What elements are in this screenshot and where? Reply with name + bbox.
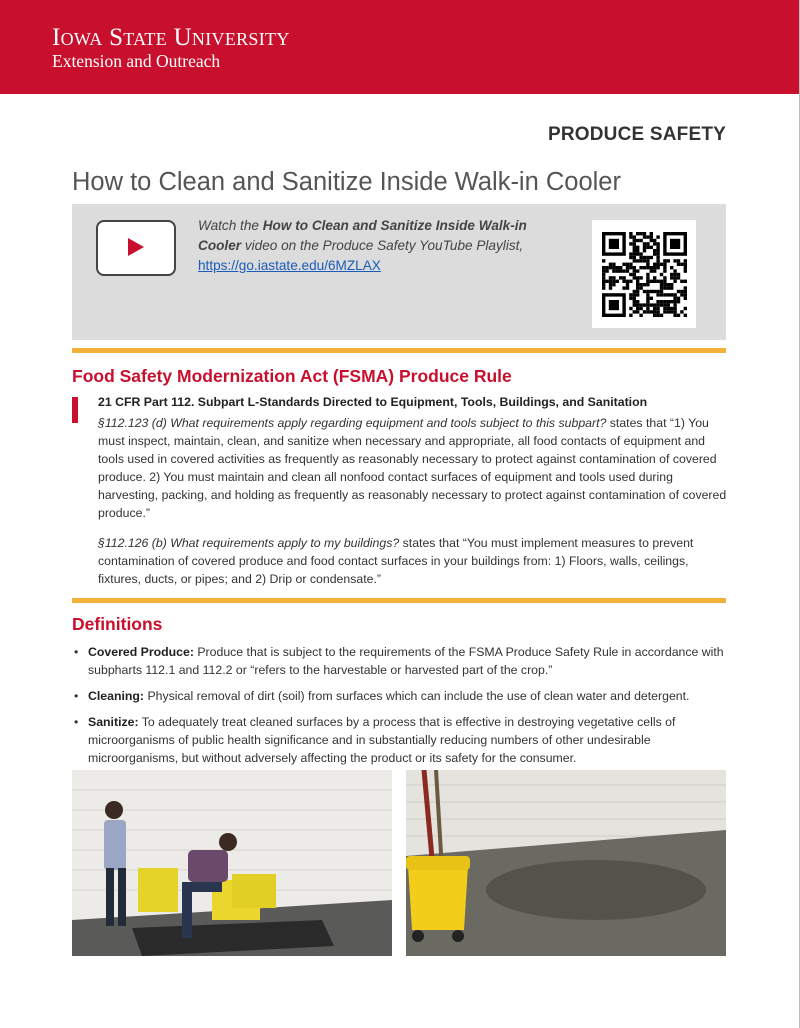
quote-bar — [72, 397, 78, 423]
fsma-heading: Food Safety Modernization Act (FSMA) Produce Rule — [72, 366, 512, 386]
play-icon — [126, 236, 146, 258]
video-text-prefix: Watch the — [198, 218, 263, 233]
definition-text: Produce that is subject to the requirements of the FSMA Produce Safety Rule in accordance with subpharts 112.1 and 112.2 or “refers to the harvestable or harvested part of the crop.” — [88, 645, 724, 677]
definition-item — [72, 643, 726, 679]
section-label: PRODUCE SAFETY — [547, 124, 726, 145]
cfr-citation: 21 CFR Part 112. Subpart L-Standards Directed to Equipment, Tools, Buildings, and Sanitation — [98, 395, 648, 409]
header-banner — [0, 0, 800, 94]
regulation-paragraph-2 — [98, 534, 728, 588]
section-divider — [72, 348, 726, 353]
play-button[interactable] — [96, 220, 176, 276]
definition-text: Physical removal of dirt (soil) from surfaces which can include the use of clean water and detergent. — [144, 689, 690, 703]
unit-name: Extension and Outreach — [52, 51, 221, 71]
university-logo-text: Iowa State University — [52, 24, 290, 51]
page-title: How to Clean and Sanitize Inside Walk-in Cooler — [72, 168, 621, 196]
video-link[interactable]: https://go.iastate.edu/6MZLAX — [198, 258, 381, 273]
definition-term: Cleaning: — [88, 689, 145, 703]
definition-text: To adequately treat cleaned surfaces by a process that is effective in destroying vegetative cells of microorganisms of public health significance and in substantially reducing numbers of other undesirable microorganisms, but without adversely affecting the product or its safety for the consumer. — [88, 715, 676, 765]
regulation-1-body: states that “1) You must inspect, maintain, clean, and sanitize when necessary and appropriate, all food contacts of equipment and tools used in covered activities as frequently as reasonably necessary to protect against contamination of covered produce. 2) You must maintain and clean all nonfood contact surfaces of equipment and tools used during harvesting, packing, and holding as frequently as reasonably necessary to protect against contamination of covered produce.” — [98, 416, 727, 520]
definition-term: Sanitize: — [88, 715, 139, 729]
video-text-middle: video on the Produce Safety YouTube Playlist, — [241, 238, 524, 253]
definition-item — [72, 713, 726, 767]
section-divider — [72, 598, 726, 603]
photo-mop-bucket-floor — [406, 770, 726, 956]
video-title: How to Clean and Sanitize Inside Walk-in Cooler — [198, 218, 527, 253]
regulation-1-citation: §112.123 (d) What requirements apply regarding equipment and tools subject to this subpart? — [98, 416, 607, 430]
regulation-2-citation: §112.126 (b) What requirements apply to my buildings? — [98, 536, 400, 550]
qr-code-icon[interactable] — [592, 220, 696, 328]
regulation-2-body: states that “You must implement measures to prevent contamination of covered produce and food contact surfaces in your buildings from: 1) Floors, walls, ceilings, fixtures, ducts, or pipes; and 2) Drip or condensate.” — [98, 536, 694, 586]
regulation-paragraph-1 — [98, 414, 728, 522]
definition-item — [72, 687, 726, 705]
photo-workers-cooler — [72, 770, 392, 956]
definition-term: Covered Produce: — [88, 645, 194, 659]
definitions-heading: Definitions — [72, 614, 163, 634]
video-description — [198, 216, 548, 276]
video-callout — [72, 204, 726, 340]
definitions-list — [72, 643, 726, 775]
